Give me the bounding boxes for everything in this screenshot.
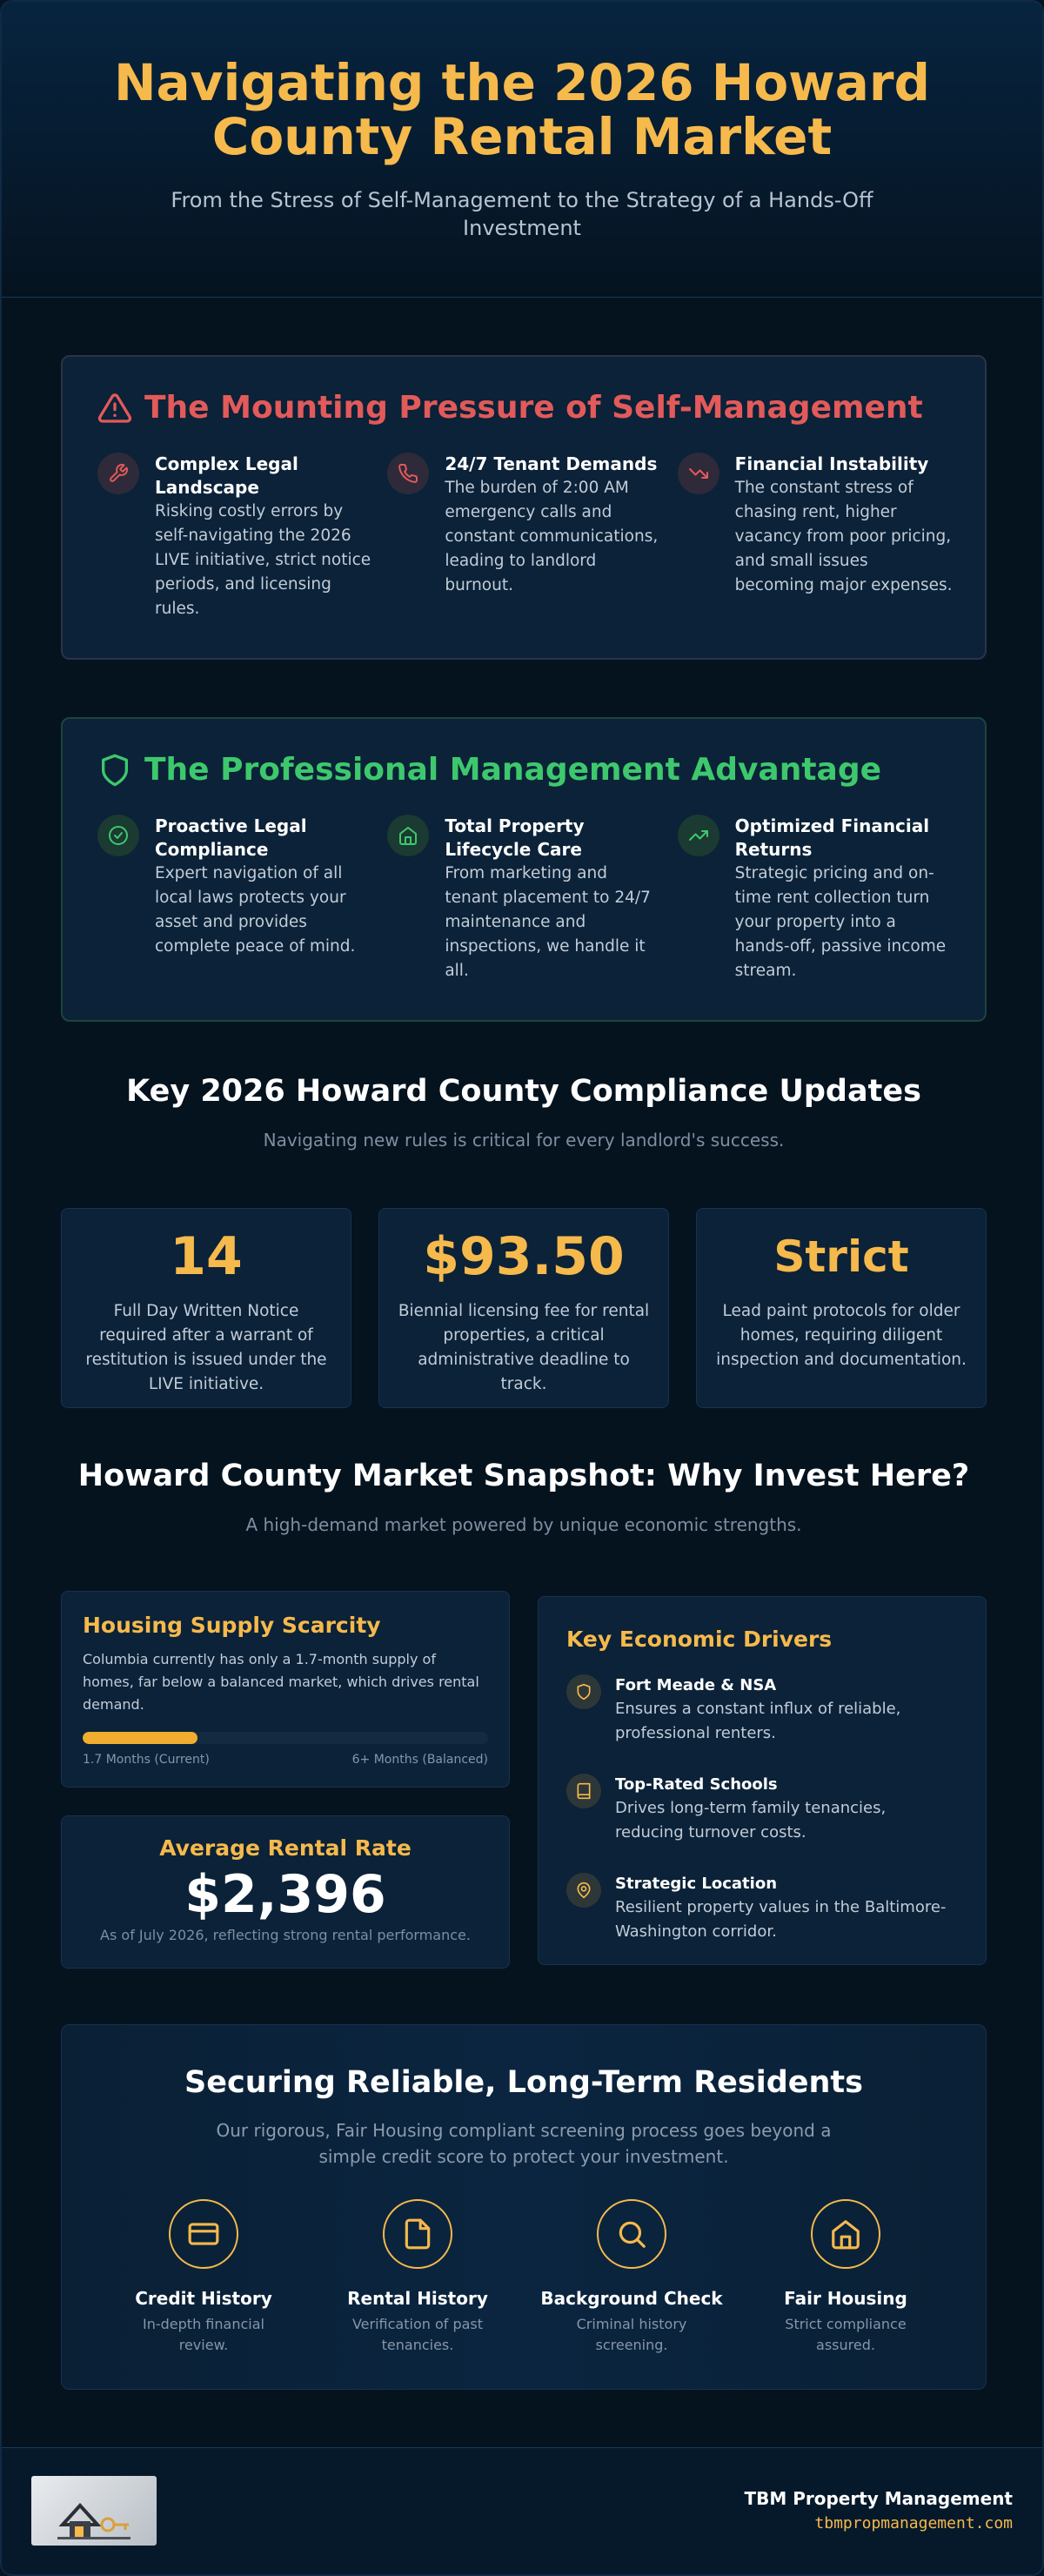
market-subtitle: A high-demand market powered by unique economic strengths. (245, 1514, 802, 1535)
self-management-pressure-panel (61, 355, 987, 660)
market-heading: Howard County Market Snapshot: Why Invest Here? (77, 1459, 970, 1493)
stat-description: Biennial licensing fee for rental properties, a critical administrative deadline to track. (398, 1302, 650, 1393)
advantage-title: The Professional Management Advantage (144, 752, 882, 788)
pressure-items (97, 453, 967, 621)
hero-header (2, 2, 1042, 298)
page-subtitle: From the Stress of Self-Management to the Strategy of a Hands-Off Investment (171, 188, 873, 240)
compliance-heading: Key 2026 Howard County Compliance Updates (126, 1074, 921, 1109)
trending-down-icon (678, 453, 719, 494)
supply-bar-labels (83, 1753, 488, 1767)
step-title: Credit History (135, 2288, 272, 2309)
screening-step-fair-housing (739, 2199, 953, 2356)
document-icon (383, 2199, 452, 2269)
driver-text: Resilient property values in the Baltimore-Washington corridor. (615, 1898, 947, 1941)
stat-card-notice (61, 1208, 351, 1408)
pressure-item-text: The burden of 2:00 AM emergency calls and constant communications, leading to landlord burnout. (445, 479, 659, 594)
rent-amount: $2,396 (184, 1864, 386, 1925)
pressure-item-title: 24/7 Tenant Demands (445, 453, 658, 474)
pressure-item-title: Complex Legal Landscape (155, 453, 298, 498)
stat-description: Lead paint protocols for older homes, requiring diligent inspection and documentation. (716, 1302, 967, 1369)
alert-triangle-icon (97, 391, 132, 426)
stat-value: 14 (170, 1226, 243, 1287)
driver-title: Fort Meade & NSA (615, 1676, 777, 1694)
advantage-item-legal (97, 815, 387, 983)
advantage-item-title: Optimized Financial Returns (734, 815, 930, 860)
step-text: In-depth financial review. (143, 2316, 264, 2353)
supply-progress-fill (83, 1732, 197, 1744)
advantage-heading (97, 752, 881, 788)
advantage-item-title: Proactive Legal Compliance (155, 815, 307, 860)
advantage-item-returns (678, 815, 967, 983)
advantage-item-text: Expert navigation of all local laws protects your asset and provides complete peace of mind. (155, 864, 356, 956)
advantage-item-title: Total Property Lifecycle Care (445, 815, 585, 860)
step-title: Fair Housing (784, 2288, 907, 2309)
screening-step-credit (97, 2199, 311, 2356)
phone-icon (387, 453, 429, 494)
supply-label-balanced: 6+ Months (Balanced) (351, 1753, 488, 1767)
step-text: Strict compliance assured. (785, 2316, 907, 2353)
screening-steps (97, 2199, 953, 2356)
wrench-icon (97, 453, 139, 494)
advantage-item-text: Strategic pricing and on-time rent collection turn your property into a hands-off, passive income stream. (734, 864, 947, 980)
driver-item-fort-meade (566, 1674, 958, 1746)
pressure-item-text: The constant stress of chasing rent, higher vacancy from poor pricing, and small issues becoming major expenses. (734, 479, 953, 594)
shield-icon (566, 1674, 601, 1709)
advantage-item-text: From marketing and tenant placement to 24/7 maintenance and inspections, we handle it all. (445, 864, 651, 980)
pressure-title: The Mounting Pressure of Self-Management (144, 390, 923, 426)
pressure-item-title: Financial Instability (734, 453, 929, 474)
advantage-items (97, 815, 967, 983)
company-logo-icon (31, 2476, 157, 2546)
company-url[interactable]: tbmpropmanagement.com (814, 2514, 1013, 2532)
screening-step-rental (311, 2199, 525, 2356)
trending-up-icon (678, 815, 719, 856)
stat-card-lead-paint (696, 1208, 987, 1408)
rent-title: Average Rental Rate (159, 1835, 412, 1861)
screening-text: Our rigorous, Fair Housing compliant screening process goes beyond a simple credit score to protect your investment. (216, 2120, 832, 2167)
map-pin-icon (566, 1873, 601, 1908)
supply-label-current: 1.7 Months (Current) (83, 1753, 210, 1767)
supply-progress-bar (83, 1732, 488, 1744)
economic-drivers-card (538, 1596, 987, 1965)
brand-info (744, 2488, 1013, 2532)
stat-description: Full Day Written Notice required after a warrant of restitution is issued under the LIVE initiative. (85, 1302, 327, 1393)
screening-title: Securing Reliable, Long-Term Residents (184, 2065, 863, 2100)
rent-note: As of July 2026, reflecting strong rental performance. (100, 1927, 471, 1943)
driver-text: Ensures a constant influx of reliable, professional renters. (615, 1700, 901, 1742)
pressure-item-financial (678, 453, 967, 621)
advantage-item-lifecycle (387, 815, 677, 983)
driver-title: Strategic Location (615, 1875, 778, 1893)
screening-step-background (525, 2199, 739, 2356)
company-name: TBM Property Management (744, 2488, 1013, 2509)
compliance-subtitle: Navigating new rules is critical for every landlord's success. (263, 1130, 785, 1150)
step-title: Background Check (540, 2288, 723, 2309)
driver-item-schools (566, 1774, 958, 1845)
pressure-item-legal (97, 453, 387, 621)
home-icon (387, 815, 429, 856)
driver-item-location (566, 1873, 958, 1944)
pressure-item-text: Risking costly errors by self-navigating the 2026 LIVE initiative, strict notice periods, and licensing rules. (155, 502, 371, 618)
search-icon (597, 2199, 666, 2269)
stat-value: $93.50 (423, 1226, 625, 1287)
pressure-heading (97, 390, 923, 426)
average-rent-card (61, 1815, 510, 1969)
screening-section (61, 2024, 987, 2390)
credit-card-icon (169, 2199, 238, 2269)
book-icon (566, 1774, 601, 1808)
shield-icon (97, 753, 132, 788)
stat-value: Strict (773, 1231, 909, 1282)
housing-supply-card (61, 1591, 510, 1788)
stat-card-licensing-fee (378, 1208, 669, 1408)
pressure-item-tenant (387, 453, 677, 621)
page-title: Navigating the 2026 Howard County Rental Market (113, 53, 931, 166)
driver-title: Top-Rated Schools (615, 1775, 778, 1794)
supply-title: Housing Supply Scarcity (83, 1613, 381, 1638)
professional-advantage-panel (61, 717, 987, 1022)
drivers-title: Key Economic Drivers (566, 1627, 833, 1652)
driver-text: Drives long-term family tenancies, reducing turnover costs. (615, 1799, 887, 1841)
home-icon (811, 2199, 880, 2269)
footer (2, 2447, 1042, 2576)
step-text: Criminal history screening. (576, 2316, 687, 2353)
step-text: Verification of past tenancies. (351, 2316, 484, 2353)
step-title: Rental History (347, 2288, 488, 2309)
check-circle-icon (97, 815, 139, 856)
supply-text: Columbia currently has only a 1.7-month supply of homes, far below a balanced market, which drives rental demand. (83, 1651, 479, 1713)
